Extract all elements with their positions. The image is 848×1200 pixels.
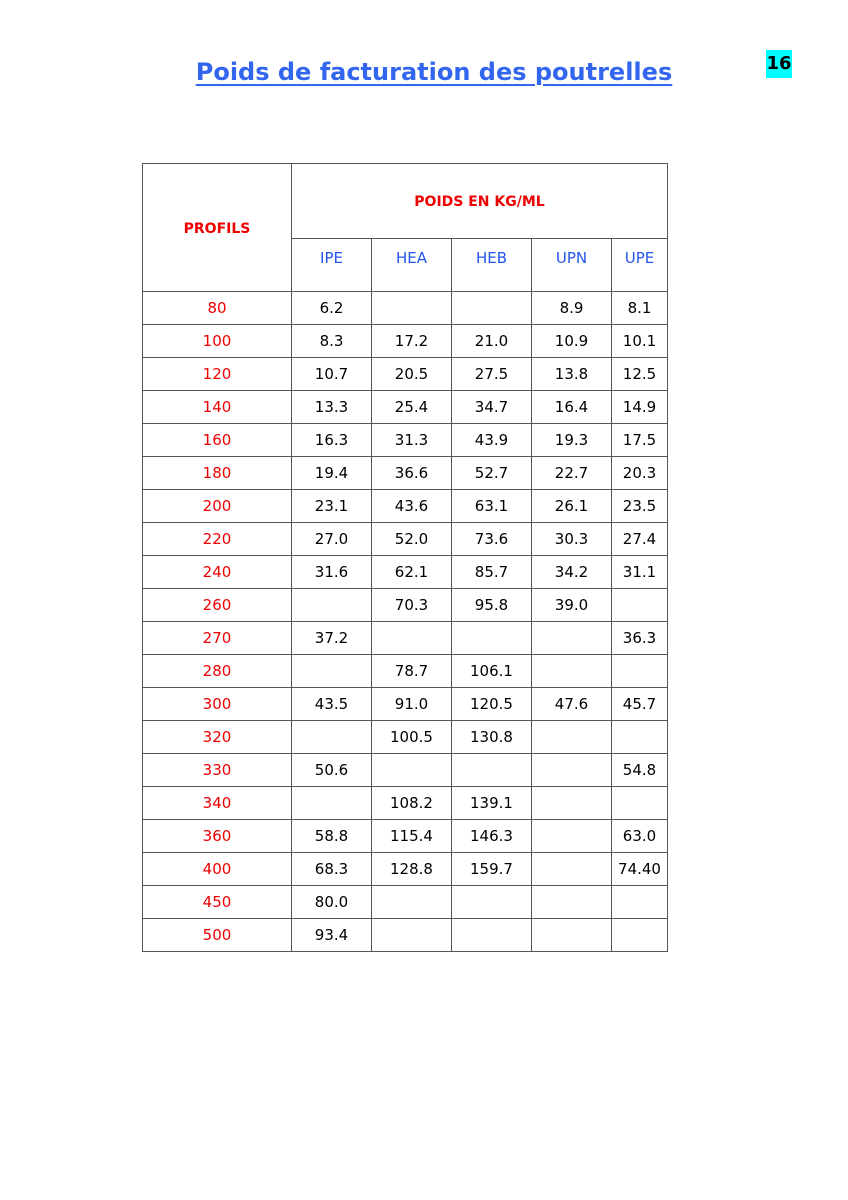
weight-cell-ipe: 31.6 bbox=[292, 556, 372, 589]
weight-cell-heb: 34.7 bbox=[452, 391, 532, 424]
table-row bbox=[143, 589, 668, 622]
weight-cell-upn: 34.2 bbox=[532, 556, 612, 589]
weight-cell-heb: 21.0 bbox=[452, 325, 532, 358]
weight-cell-ipe: 10.7 bbox=[292, 358, 372, 391]
profil-cell: 100 bbox=[143, 325, 292, 358]
weight-cell-hea: 17.2 bbox=[372, 325, 452, 358]
weight-cell-upe: 45.7 bbox=[612, 688, 668, 721]
weight-cell-upe bbox=[612, 655, 668, 688]
profil-cell: 300 bbox=[143, 688, 292, 721]
weight-cell-heb: 146.3 bbox=[452, 820, 532, 853]
weight-cell-heb: 52.7 bbox=[452, 457, 532, 490]
table-row bbox=[143, 688, 668, 721]
column-header-label: UPN bbox=[555, 249, 588, 267]
table-row bbox=[143, 721, 668, 754]
column-header-label: IPE bbox=[320, 249, 343, 267]
profil-cell: 80 bbox=[143, 292, 292, 325]
weight-cell-upn: 22.7 bbox=[532, 457, 612, 490]
weight-cell-upn bbox=[532, 787, 612, 820]
column-header-ipe bbox=[292, 239, 372, 292]
weight-cell-upe: 63.0 bbox=[612, 820, 668, 853]
profil-cell: 500 bbox=[143, 919, 292, 952]
weight-cell-hea bbox=[372, 919, 452, 952]
profil-cell: 270 bbox=[143, 622, 292, 655]
weight-cell-ipe: 13.3 bbox=[292, 391, 372, 424]
table-row bbox=[143, 523, 668, 556]
weight-cell-upn: 39.0 bbox=[532, 589, 612, 622]
table-row bbox=[143, 358, 668, 391]
weight-cell-hea: 91.0 bbox=[372, 688, 452, 721]
weight-cell-heb: 139.1 bbox=[452, 787, 532, 820]
profil-cell: 200 bbox=[143, 490, 292, 523]
weight-cell-hea: 100.5 bbox=[372, 721, 452, 754]
weight-cell-upn: 13.8 bbox=[532, 358, 612, 391]
column-header-label: HEB bbox=[475, 249, 508, 267]
weight-cell-hea: 36.6 bbox=[372, 457, 452, 490]
profil-cell: 120 bbox=[143, 358, 292, 391]
weight-cell-upe: 36.3 bbox=[612, 622, 668, 655]
table-row bbox=[143, 853, 668, 886]
table-row bbox=[143, 490, 668, 523]
profil-cell: 360 bbox=[143, 820, 292, 853]
weight-cell-upe: 23.5 bbox=[612, 490, 668, 523]
column-header-upe bbox=[612, 239, 668, 292]
profils-header bbox=[143, 164, 292, 292]
weight-cell-hea: 115.4 bbox=[372, 820, 452, 853]
table-row bbox=[143, 919, 668, 952]
profil-cell: 220 bbox=[143, 523, 292, 556]
page-title: Poids de facturation des poutrelles bbox=[195, 58, 673, 86]
weight-cell-upe bbox=[612, 919, 668, 952]
profil-cell: 450 bbox=[143, 886, 292, 919]
profil-cell: 260 bbox=[143, 589, 292, 622]
table-row bbox=[143, 292, 668, 325]
weight-cell-ipe: 50.6 bbox=[292, 754, 372, 787]
table-row bbox=[143, 622, 668, 655]
weight-cell-heb bbox=[452, 622, 532, 655]
weight-cell-heb: 85.7 bbox=[452, 556, 532, 589]
weight-cell-upe: 12.5 bbox=[612, 358, 668, 391]
weight-cell-hea: 70.3 bbox=[372, 589, 452, 622]
weight-header-label: POIDS EN KG/ML bbox=[414, 194, 545, 210]
column-header-label: UPE bbox=[624, 249, 655, 267]
weight-cell-hea bbox=[372, 886, 452, 919]
weight-cell-heb: 63.1 bbox=[452, 490, 532, 523]
weight-cell-upn: 26.1 bbox=[532, 490, 612, 523]
weight-cell-ipe: 68.3 bbox=[292, 853, 372, 886]
weight-cell-heb: 27.5 bbox=[452, 358, 532, 391]
weight-cell-heb: 73.6 bbox=[452, 523, 532, 556]
page-number-badge: 16 bbox=[766, 50, 792, 78]
table-row bbox=[143, 655, 668, 688]
weight-cell-upn bbox=[532, 919, 612, 952]
column-header-label: HEA bbox=[395, 249, 428, 267]
weight-cell-upe: 31.1 bbox=[612, 556, 668, 589]
weight-cell-heb bbox=[452, 292, 532, 325]
profils-header-label: PROFILS bbox=[183, 220, 251, 237]
weight-cell-ipe bbox=[292, 787, 372, 820]
weight-cell-ipe: 16.3 bbox=[292, 424, 372, 457]
profil-cell: 160 bbox=[143, 424, 292, 457]
weight-cell-hea: 78.7 bbox=[372, 655, 452, 688]
weight-cell-upn: 16.4 bbox=[532, 391, 612, 424]
weight-cell-ipe: 8.3 bbox=[292, 325, 372, 358]
weight-header bbox=[292, 164, 668, 239]
weight-cell-upe: 54.8 bbox=[612, 754, 668, 787]
profil-cell: 140 bbox=[143, 391, 292, 424]
weight-cell-heb: 159.7 bbox=[452, 853, 532, 886]
table-row bbox=[143, 820, 668, 853]
weight-cell-upn: 19.3 bbox=[532, 424, 612, 457]
weight-cell-hea: 128.8 bbox=[372, 853, 452, 886]
weight-cell-heb bbox=[452, 754, 532, 787]
table-row bbox=[143, 556, 668, 589]
weight-cell-upn bbox=[532, 886, 612, 919]
weight-cell-ipe: 80.0 bbox=[292, 886, 372, 919]
weight-cell-upe bbox=[612, 886, 668, 919]
weight-cell-hea: 62.1 bbox=[372, 556, 452, 589]
weight-cell-upn: 10.9 bbox=[532, 325, 612, 358]
weight-cell-upe bbox=[612, 721, 668, 754]
column-header-upn bbox=[532, 239, 612, 292]
weight-cell-upn bbox=[532, 655, 612, 688]
weight-cell-upe: 20.3 bbox=[612, 457, 668, 490]
profil-cell: 280 bbox=[143, 655, 292, 688]
weight-cell-hea bbox=[372, 292, 452, 325]
profil-cell: 240 bbox=[143, 556, 292, 589]
table-row bbox=[143, 886, 668, 919]
weight-cell-ipe: 43.5 bbox=[292, 688, 372, 721]
table-row bbox=[143, 457, 668, 490]
weight-cell-ipe: 6.2 bbox=[292, 292, 372, 325]
weight-cell-heb bbox=[452, 919, 532, 952]
weight-cell-heb: 120.5 bbox=[452, 688, 532, 721]
weight-cell-upe: 14.9 bbox=[612, 391, 668, 424]
weight-cell-upn: 30.3 bbox=[532, 523, 612, 556]
column-header-hea bbox=[372, 239, 452, 292]
profil-cell: 400 bbox=[143, 853, 292, 886]
weight-cell-ipe bbox=[292, 655, 372, 688]
weight-cell-heb: 106.1 bbox=[452, 655, 532, 688]
table-row bbox=[143, 424, 668, 457]
weight-cell-ipe bbox=[292, 589, 372, 622]
weight-cell-ipe: 93.4 bbox=[292, 919, 372, 952]
weight-cell-upe bbox=[612, 589, 668, 622]
weight-cell-upe bbox=[612, 787, 668, 820]
weight-cell-hea: 108.2 bbox=[372, 787, 452, 820]
weight-cell-heb bbox=[452, 886, 532, 919]
weight-cell-hea: 52.0 bbox=[372, 523, 452, 556]
weight-cell-upn: 8.9 bbox=[532, 292, 612, 325]
profil-cell: 330 bbox=[143, 754, 292, 787]
column-header-heb bbox=[452, 239, 532, 292]
table-row bbox=[143, 754, 668, 787]
weight-cell-heb: 43.9 bbox=[452, 424, 532, 457]
weight-cell-hea: 31.3 bbox=[372, 424, 452, 457]
weight-cell-ipe bbox=[292, 721, 372, 754]
weight-cell-heb: 95.8 bbox=[452, 589, 532, 622]
weight-cell-hea: 20.5 bbox=[372, 358, 452, 391]
weight-cell-ipe: 23.1 bbox=[292, 490, 372, 523]
weight-cell-ipe: 37.2 bbox=[292, 622, 372, 655]
weight-cell-upn bbox=[532, 820, 612, 853]
weight-cell-upe: 10.1 bbox=[612, 325, 668, 358]
weight-cell-ipe: 27.0 bbox=[292, 523, 372, 556]
profil-cell: 320 bbox=[143, 721, 292, 754]
table-header-row bbox=[143, 164, 668, 239]
table-row bbox=[143, 787, 668, 820]
weight-cell-hea bbox=[372, 754, 452, 787]
weight-cell-upe: 74.40 bbox=[612, 853, 668, 886]
weight-cell-upn bbox=[532, 754, 612, 787]
weight-cell-upn bbox=[532, 721, 612, 754]
weight-cell-upn bbox=[532, 853, 612, 886]
table-row bbox=[143, 325, 668, 358]
weight-cell-ipe: 58.8 bbox=[292, 820, 372, 853]
profil-cell: 180 bbox=[143, 457, 292, 490]
table-body bbox=[143, 292, 668, 952]
weight-cell-hea bbox=[372, 622, 452, 655]
weight-cell-ipe: 19.4 bbox=[292, 457, 372, 490]
weight-cell-heb: 130.8 bbox=[452, 721, 532, 754]
weight-cell-upn bbox=[532, 622, 612, 655]
weights-table bbox=[142, 163, 668, 952]
table-row bbox=[143, 391, 668, 424]
weight-cell-upn: 47.6 bbox=[532, 688, 612, 721]
profil-cell: 340 bbox=[143, 787, 292, 820]
weight-cell-upe: 8.1 bbox=[612, 292, 668, 325]
weight-cell-upe: 17.5 bbox=[612, 424, 668, 457]
weight-cell-hea: 25.4 bbox=[372, 391, 452, 424]
weight-cell-hea: 43.6 bbox=[372, 490, 452, 523]
weight-cell-upe: 27.4 bbox=[612, 523, 668, 556]
